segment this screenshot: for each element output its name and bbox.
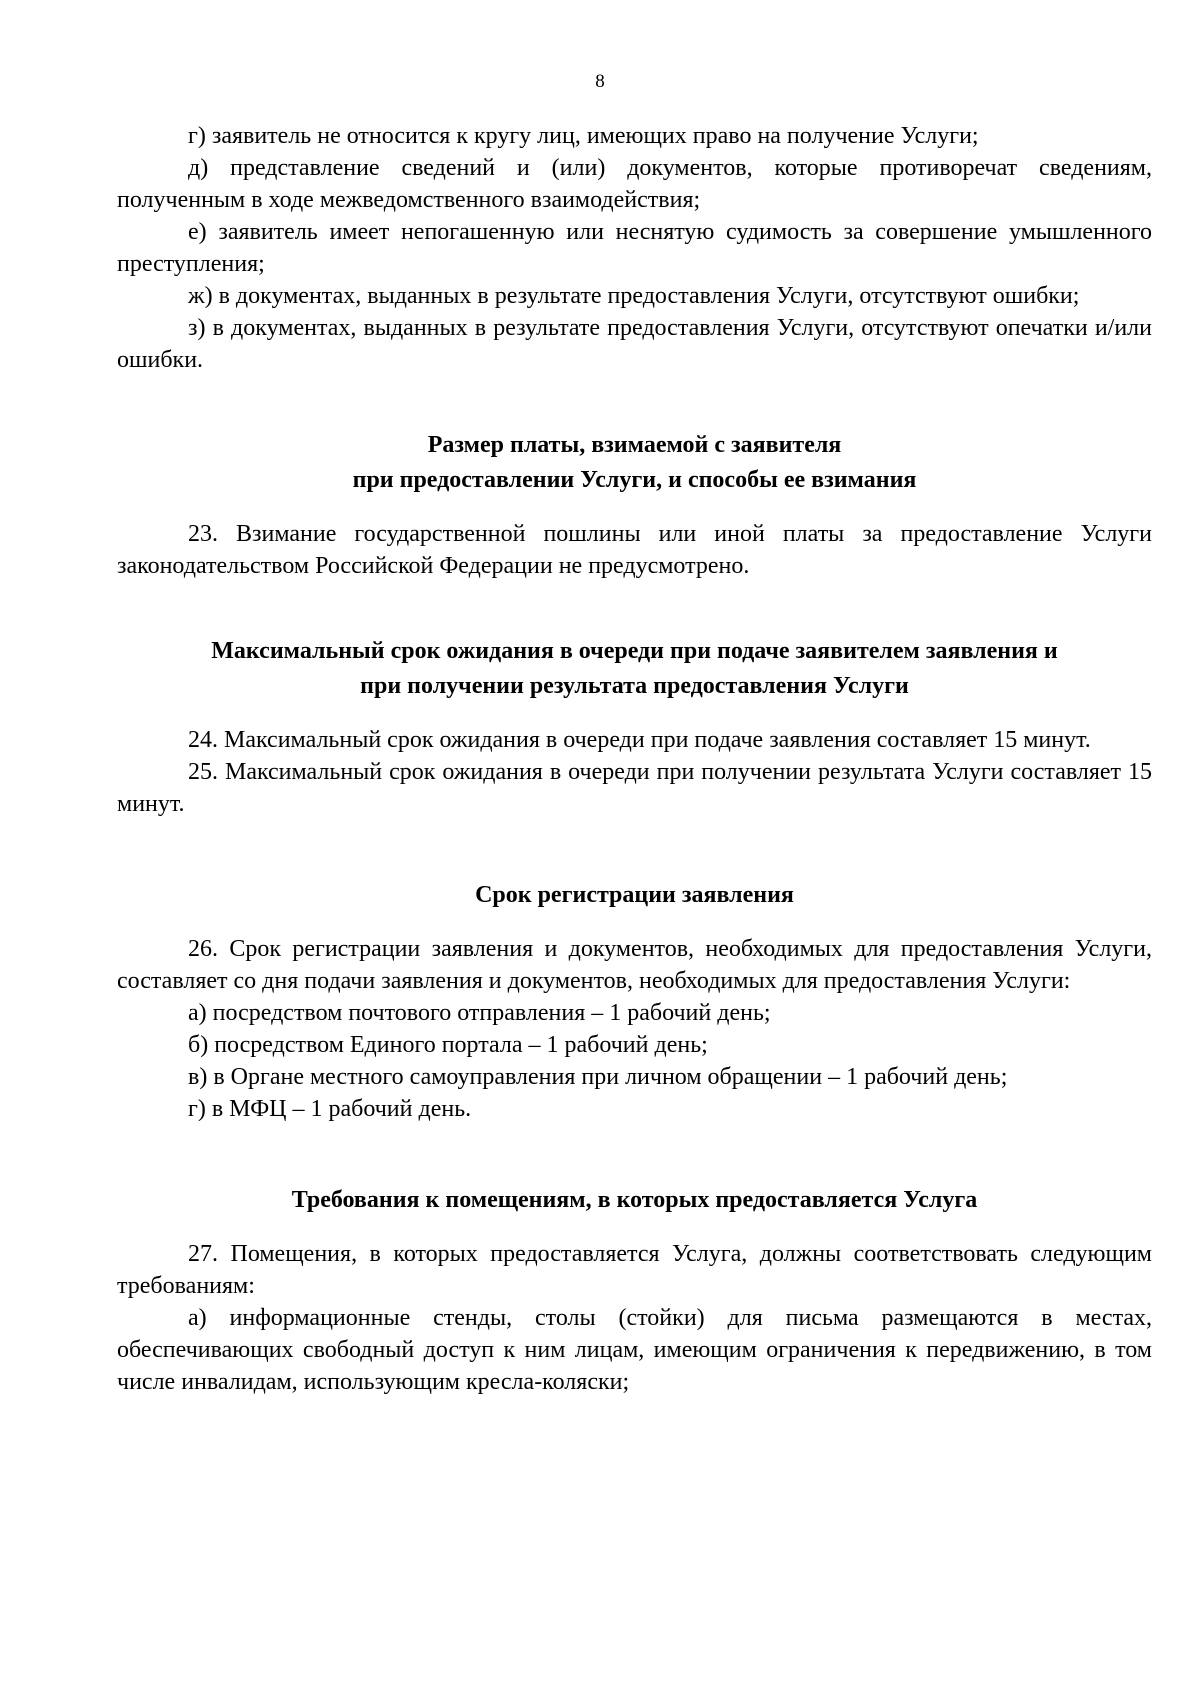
paragraph-23: 23. Взимание государственной пошлины или иной платы за предоставление Услуги законодательством Российской Федерации не предусмотрено.: [117, 521, 1152, 579]
section-heading-premises-line1: Требования к помещениям, в которых предоставляется Услуга: [291, 1187, 978, 1213]
section-heading-registration-line1: Срок регистрации заявления: [475, 882, 794, 908]
paragraph-item-g: г) заявитель не относится к кругу лиц, имеющих право на получение Услуги;: [188, 123, 979, 149]
paragraph-item-z: з) в документах, выданных в результате предоставления Услуги, отсутствуют опечатки и/или ошибки.: [117, 315, 1152, 373]
section-heading-premises: [117, 1183, 1152, 1218]
paragraph-item-e: е) заявитель имеет непогашенную или неснятую судимость за совершение умышленного преступления;: [117, 219, 1152, 277]
page-number: 8: [595, 71, 605, 92]
section-heading-queue-line1: Максимальный срок ожидания в очереди при подаче заявителем заявления и: [211, 638, 1058, 664]
paragraph-24: 24. Максимальный срок ожидания в очереди при подаче заявления составляет 15 минут.: [188, 727, 1091, 753]
paragraph-item-d: д) представление сведений и (или) документов, которые противоречат сведениям, полученным в ходе межведомственного взаимодействия;: [117, 155, 1152, 213]
section-heading-queue-line2: при получении результата предоставления Услуги: [360, 673, 909, 699]
section-heading-registration: [117, 878, 1152, 913]
section-heading-queue: [117, 634, 1152, 704]
paragraph-27: 27. Помещения, в которых предоставляется Услуга, должны соответствовать следующим требованиям:: [117, 1241, 1152, 1299]
paragraph-26-g: г) в МФЦ – 1 рабочий день.: [188, 1096, 472, 1122]
paragraph-item-zh: ж) в документах, выданных в результате предоставления Услуги, отсутствуют ошибки;: [188, 283, 1080, 309]
paragraph-26-v: в) в Органе местного самоуправления при личном обращении – 1 рабочий день;: [188, 1064, 1008, 1090]
section-heading-fee-line2: при предоставлении Услуги, и способы ее взимания: [352, 467, 917, 493]
paragraph-26-a: а) посредством почтового отправления – 1 рабочий день;: [188, 1000, 771, 1026]
paragraph-26-b: б) посредством Единого портала – 1 рабочий день;: [188, 1032, 708, 1058]
paragraph-25: 25. Максимальный срок ожидания в очереди при получении результата Услуги составляет 15 минут.: [117, 759, 1152, 817]
paragraph-27-a: а) информационные стенды, столы (стойки) для письма размещаются в местах, обеспечивающих свободный доступ к ним лицам, имеющим ограничения к передвижению, в том числе инвалидам, использующим кресла-коляски;: [117, 1305, 1152, 1395]
section-heading-fee: [117, 428, 1152, 498]
document-body: [117, 120, 1152, 1398]
paragraph-26: 26. Срок регистрации заявления и документов, необходимых для предоставления Услуги, составляет со дня подачи заявления и документов, необходимых для предоставления Услуги:: [117, 936, 1152, 994]
section-heading-fee-line1: Размер платы, взимаемой с заявителя: [427, 432, 842, 458]
